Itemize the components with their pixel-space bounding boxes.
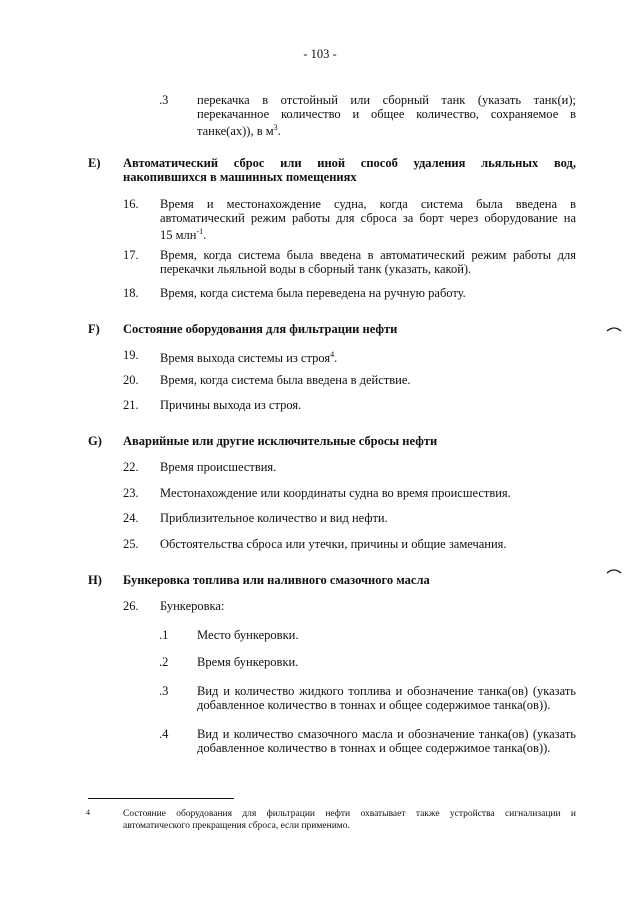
text-span: .: [334, 351, 338, 366]
text-line: Вид и количество жидкого топлива и обозначение танка(ов) (указать: [197, 684, 576, 698]
section-f-letter: F): [88, 322, 100, 336]
superscript: 3: [273, 123, 278, 132]
subitem-3-text: [197, 684, 576, 712]
footnote-line: Состояние оборудования для фильтрации нефти охватывает также устройства сигнализации и: [123, 809, 576, 819]
text-line: автоматический режим работы для сброса за борт через оборудование на: [160, 211, 576, 225]
margin-mark-icon: [606, 326, 622, 332]
item-26-text: Бункеровка:: [160, 599, 225, 613]
item-21-text: Причины выхода из строя.: [160, 398, 302, 412]
text-line: Время, когда система была введена в автоматический режим работы для: [160, 248, 576, 262]
item-25-number: 25.: [123, 537, 139, 551]
section-g-letter: G): [88, 434, 102, 448]
footnote-ref: 4: [330, 350, 335, 359]
subitem-3-number: .3: [159, 684, 169, 698]
item-16-number: 16.: [123, 197, 139, 211]
text-line: перекачанное количество и общее количество, сохраняемое в: [197, 107, 576, 121]
item-25-text: Обстоятельства сброса или утечки, причины и общие замечания.: [160, 537, 507, 551]
text-span: .: [277, 124, 281, 139]
subitem-4-number: .4: [159, 727, 169, 741]
text-span: Время выхода системы из строя: [160, 351, 331, 366]
item-24-text: Приблизительное количество и вид нефти.: [160, 511, 388, 525]
text-span: танке(ах)), в м: [197, 124, 274, 139]
text-line: перекачка в отстойный или сборный танк (указать танк(и);: [197, 93, 576, 107]
text-line: Вид и количество смазочного масла и обозначение танка(ов) (указать: [197, 727, 576, 741]
item-19-number: 19.: [123, 348, 139, 362]
item-20-text: Время, когда система была введена в действие.: [160, 373, 411, 387]
text-line: [197, 121, 576, 138]
subitem-2-text: Время бункеровки.: [197, 655, 299, 669]
item-16-text: [160, 197, 576, 242]
subitem-4-text: [197, 727, 576, 755]
item-19-text: [160, 348, 576, 365]
text-span: .: [203, 228, 207, 243]
text-line: Время и местонахождение судна, когда система была введена в: [160, 197, 576, 211]
item-23-number: 23.: [123, 486, 139, 500]
subitem-2-number: .2: [159, 655, 169, 669]
text-line: перекачки льяльной воды в сборный танк (указать, какой).: [160, 262, 472, 276]
footnote-line: автоматического прекращения сброса, если применимо.: [123, 821, 350, 831]
title-line: накопившихся в машинных помещениях: [123, 170, 357, 184]
section-e-letter: E): [88, 156, 101, 170]
text-line: добавленное количество в тоннах и общее содержимое танка(ов)).: [197, 698, 551, 712]
item-18-number: 18.: [123, 286, 139, 300]
footnote-text: [123, 808, 576, 832]
footnote-separator: [88, 798, 234, 799]
item-26-number: 26.: [123, 599, 139, 613]
section-h-title: Бункеровка топлива или наливного смазочного масла: [123, 573, 430, 587]
superscript: -1: [196, 227, 204, 236]
item-23-text: Местонахождение или координаты судна во время происшествия.: [160, 486, 511, 500]
page-number: - 103 -: [303, 47, 337, 61]
item-22-text: Время происшествия.: [160, 460, 277, 474]
item-21-number: 21.: [123, 398, 139, 412]
subitem-1-text: Место бункеровки.: [197, 628, 299, 642]
footnote-number: 4: [86, 808, 90, 817]
text-line: добавленное количество в тоннах и общее содержимое танка(ов)).: [197, 741, 551, 755]
margin-mark-icon: [606, 568, 622, 574]
item-24-number: 24.: [123, 511, 139, 525]
item-18-text: Время, когда система была переведена на ручную работу.: [160, 286, 466, 300]
item-22-number: 22.: [123, 460, 139, 474]
section-g-title: Аварийные или другие исключительные сбросы нефти: [123, 434, 438, 448]
section-f-title: Состояние оборудования для фильтрации нефти: [123, 322, 398, 336]
text-span: 15 млн: [160, 228, 197, 243]
item-17-text: [160, 248, 576, 276]
item-20-number: 20.: [123, 373, 139, 387]
subitem-1-number: .1: [159, 628, 169, 642]
section-e-title: [123, 156, 576, 184]
section-h-letter: H): [88, 573, 102, 587]
item-3-number: .3: [159, 93, 169, 107]
item-3-text: [197, 93, 576, 138]
text-line: [160, 225, 576, 242]
title-line: Автоматический сброс или иной способ удаления льяльных вод,: [123, 156, 576, 170]
item-17-number: 17.: [123, 248, 139, 262]
